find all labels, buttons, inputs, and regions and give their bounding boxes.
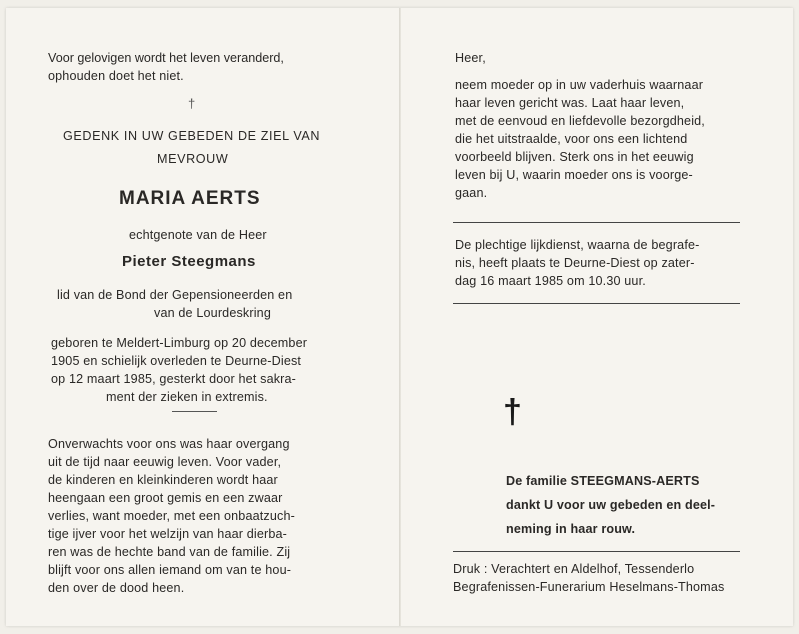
prayer-line-2: haar leven gericht was. Laat haar leven, [455, 96, 685, 110]
spouse-intro: echtgenote van de Heer [129, 228, 267, 242]
tribute-line-7: ren was de hechte band van de familie. Zij [48, 545, 291, 559]
tribute-line-3: de kinderen en kleinkinderen wordt haar [48, 473, 278, 487]
gedenk-heading: GEDENK IN UW GEBEDEN DE ZIEL VAN [63, 129, 321, 143]
prayer-line-6: leven bij U, waarin moeder ons is voorge- [455, 168, 693, 182]
funeral-line-1: De plechtige lijkdienst, waarna de begrafe- [455, 238, 700, 252]
prayer-line-4: die het uitstraalde, voor ons een lichtend [455, 132, 688, 146]
prayer-line-1: neem moeder op in uw vaderhuis waarnaar [455, 78, 704, 92]
left-divider [172, 411, 217, 412]
bio-line-3: op 12 maart 1985, gesterkt door het sakra- [51, 372, 297, 386]
thanks-line-3: neming in haar rouw. [506, 522, 636, 536]
right-divider-2 [453, 303, 740, 304]
bio-line-2: 1905 en schielijk overleden te Deurne-Diest [51, 354, 302, 368]
tribute-line-2: uit de tijd naar eeuwig leven. Voor vader, [48, 455, 282, 469]
right-divider-3 [453, 551, 740, 552]
card-fold [399, 8, 401, 626]
large-cross-icon: † [503, 393, 523, 431]
bio-line-4: ment der zieken in extremis. [106, 390, 268, 404]
funeral-line-3: dag 16 maart 1985 om 10.30 uur. [455, 274, 646, 288]
intro-line-1 [48, 51, 335, 65]
intro-text-1: Voor gelovigen wordt het leven veranderd, [48, 51, 284, 65]
thanks-line-2: dankt U voor uw gebeden en deel- [506, 498, 716, 512]
bio-line-1: geboren te Meldert-Limburg op 20 december [51, 336, 308, 350]
printer-line-1: Druk : Verachtert en Aldelhof, Tessenderlo [453, 562, 695, 576]
prayer-line-3: met de eenvoud en liefdevolle bezorgdheid, [455, 114, 705, 128]
deceased-name: MARIA AERTS [119, 188, 261, 209]
printer-line-2: Begrafenissen-Funerarium Heselmans-Thomas [453, 580, 725, 594]
small-cross-icon: † [188, 96, 196, 111]
tribute-line-5: verlies, want moeder, met een onbaatzuch- [48, 509, 295, 523]
membership-line-1: lid van de Bond der Gepensioneerden en [57, 288, 293, 302]
prayer-line-5: voorbeeld blijven. Sterk ons in het eeuwig [455, 150, 694, 164]
right-divider-1 [453, 222, 740, 223]
funeral-line-2: nis, heeft plaats te Deurne-Diest op zater- [455, 256, 695, 270]
tribute-line-6: tige ijver voor het welzijn van haar dierba- [48, 527, 287, 541]
prayer-line-7: gaan. [455, 186, 488, 200]
tribute-line-4: heengaan een groot gemis en een zwaar [48, 491, 283, 505]
prayer-greeting: Heer, [455, 51, 486, 65]
thanks-line-1: De familie STEEGMANS-AERTS [506, 474, 700, 488]
mevrouw-heading: MEVROUW [157, 152, 229, 166]
spouse-name: Pieter Steegmans [122, 253, 256, 270]
membership-line-2: van de Lourdeskring [154, 306, 271, 320]
tribute-line-9: den over de dood heen. [48, 581, 185, 595]
intro-line-2: ophouden doet het niet. [48, 69, 184, 83]
tribute-line-1: Onverwachts voor ons was haar overgang [48, 437, 290, 451]
tribute-line-8: blijft voor ons allen iemand om van te hou- [48, 563, 292, 577]
